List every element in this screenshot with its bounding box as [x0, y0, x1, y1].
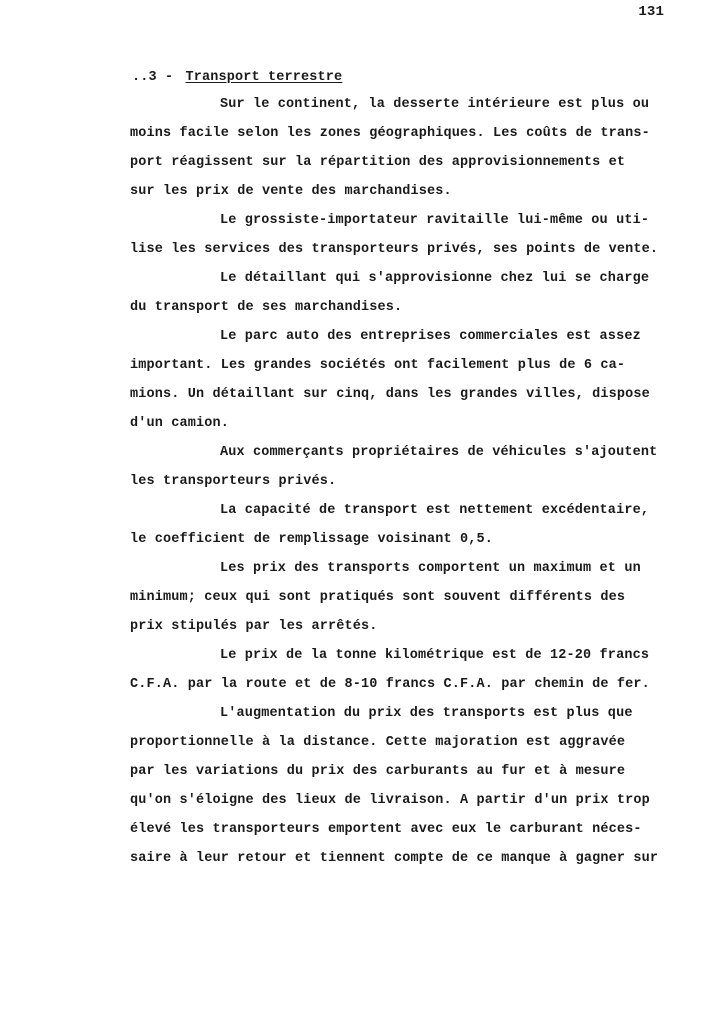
- text-line: Sur le continent, la desserte intérieure est plus ou: [220, 97, 650, 112]
- paragraph: [130, 647, 710, 705]
- text-line: sur les prix de vente des marchandises.: [130, 184, 452, 199]
- text-line: Le parc auto des entreprises commerciales est assez: [220, 329, 641, 344]
- paragraph: [130, 444, 710, 502]
- text-line: important. Les grandes sociétés ont facilement plus de 6 ca-: [130, 358, 626, 373]
- text-line: les transporteurs privés.: [130, 474, 337, 489]
- text-line: le coefficient de remplissage voisinant 0,5.: [130, 532, 494, 547]
- text-line: minimum; ceux qui sont pratiqués sont souvent différents des: [130, 590, 626, 605]
- text-line: lise les services des transporteurs privés, ses points de vente.: [130, 242, 659, 257]
- text-line: Les prix des transports comportent un maximum et un: [220, 561, 641, 576]
- text-line: du transport de ses marchandises.: [130, 300, 403, 315]
- section-heading: [132, 70, 342, 85]
- paragraph: [130, 502, 710, 560]
- paragraph: [130, 96, 710, 212]
- text-line: C.F.A. par la route et de 8-10 francs C.F.A. par chemin de fer.: [130, 677, 650, 692]
- text-line: saire à leur retour et tiennent compte de ce manque à gagner sur: [130, 851, 659, 866]
- paragraph: [130, 212, 710, 270]
- paragraph: [130, 560, 710, 647]
- text-line: Le grossiste-importateur ravitaille lui-même ou uti-: [220, 213, 650, 228]
- text-line: proportionnelle à la distance. Cette majoration est aggravée: [130, 735, 626, 750]
- body-text: [130, 96, 710, 879]
- paragraph: [130, 705, 710, 879]
- text-line: Le prix de la tonne kilométrique est de 12-20 francs: [220, 648, 650, 663]
- text-line: élevé les transporteurs emportent avec eux le carburant néces-: [130, 822, 642, 837]
- text-line: moins facile selon les zones géographiques. Les coûts de trans-: [130, 126, 650, 141]
- section-title: Transport terrestre: [185, 70, 343, 85]
- text-line: qu'on s'éloigne des lieux de livraison. A partir d'un prix trop: [130, 793, 650, 808]
- text-line: L'augmentation du prix des transports est plus que: [220, 706, 633, 721]
- paragraph: [130, 328, 710, 444]
- text-line: Le détaillant qui s'approvisionne chez lui se charge: [220, 271, 650, 286]
- text-line: La capacité de transport est nettement excédentaire,: [220, 503, 650, 518]
- text-line: prix stipulés par les arrêtés.: [130, 619, 378, 634]
- text-line: d'un camion.: [130, 416, 230, 431]
- paragraph: [130, 270, 710, 328]
- text-line: port réagissent sur la répartition des approvisionnements et: [130, 155, 626, 170]
- section-number: ..3 -: [132, 70, 174, 85]
- text-line: mions. Un détaillant sur cinq, dans les grandes villes, dispose: [130, 387, 650, 402]
- page-number: 131: [638, 4, 664, 20]
- text-line: par les variations du prix des carburants au fur et à mesure: [130, 764, 626, 779]
- text-line: Aux commerçants propriétaires de véhicules s'ajoutent: [220, 445, 658, 460]
